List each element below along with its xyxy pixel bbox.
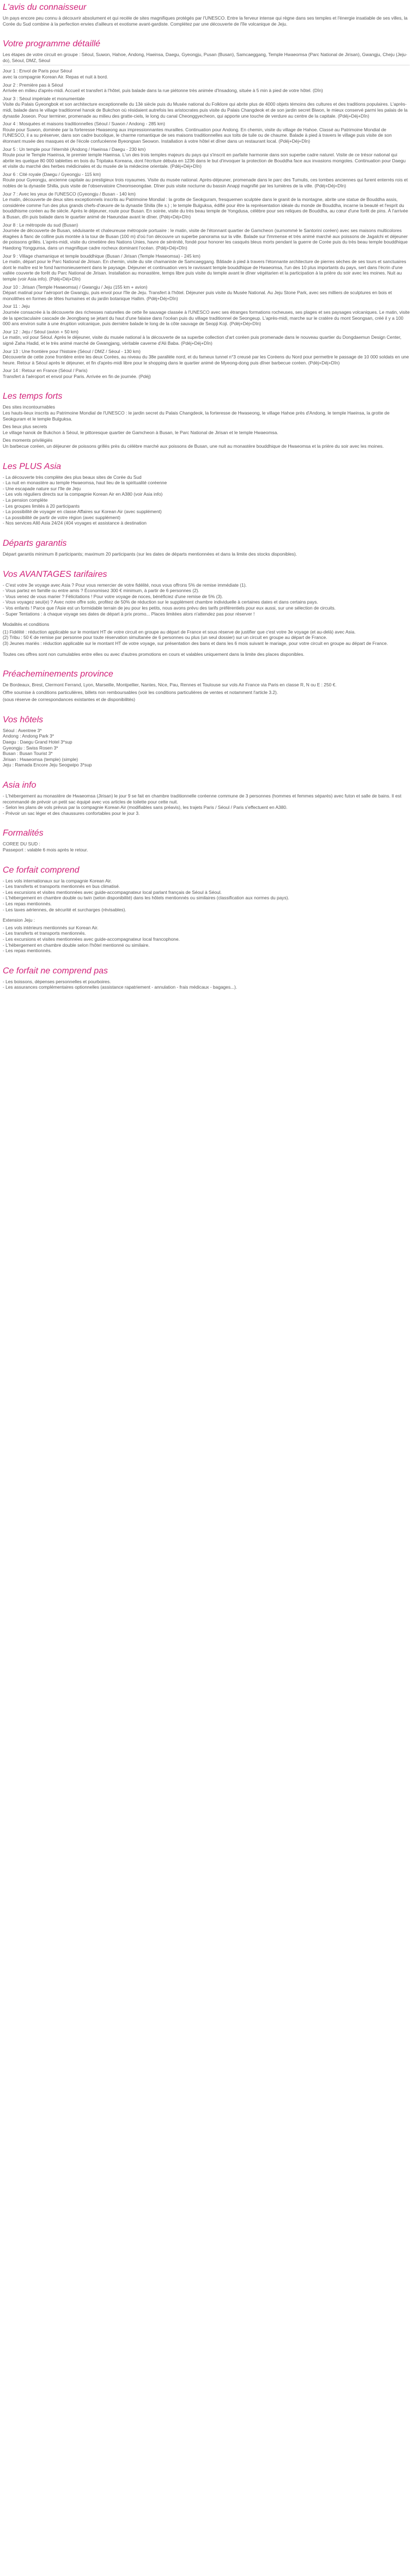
advantages-note: Toutes ces offres sont non cumulables entre elles ou avec d'autres promotions en cours et valables uniquement dans la limite des places disponibles.: [3, 651, 305, 657]
day-text: avec la compagnie Korean Air. Repas et nuit à bord.: [3, 74, 108, 80]
day-title: Jour 10 : Jirisan (Temple Hwaeomsa) / Gwangju / Jeju (155 km + avion): [3, 284, 148, 290]
included-item: - Les taxes aériennes, de sécurité et surcharges (révisables).: [3, 906, 126, 912]
intro-title: L'avis du connaisseur: [3, 3, 87, 12]
advantage-item: - Vous partez en famille ou entre amis ? Économisez 300 € minimum, à partir de 6 personnes (2).: [3, 588, 199, 594]
day-title: Jour 5 : Un temple pour l'éternité (Andong / Haeinsa / Daegu - 230 km): [3, 146, 146, 152]
not-included-title: Ce forfait ne comprend pas: [3, 966, 108, 976]
program-section: [3, 39, 410, 379]
asia-info-list: [3, 793, 410, 816]
departures-section: [3, 538, 410, 557]
not-included-item: - Les boissons, dépenses personnelles et pourboires.: [3, 978, 111, 984]
plus-asia-item: - La possibilité de partir de votre région (avec supplément): [3, 514, 120, 520]
day-list: [3, 68, 410, 379]
condition-item: (3) Jeunes mariés : réduction applicable sur le montant HT de votre voyage, sur présentation des bans et dans les 6 mois suivant le mariage, pour votre circuit en groupe au départ de France.: [3, 640, 388, 646]
hotel-item: Jirisan : Hwaeomsa (temple) (simple): [3, 756, 78, 762]
day-item: [3, 303, 410, 326]
highlight-group-title: Des sites incontournables: [3, 404, 55, 410]
day-text: Visite du Palais Gyeongbok et son architecture exceptionnelle du 13è siècle puis du Musée national du Folklore qui abrite plus de 4000 objets témoins des cultures et des traditions populaires. L'après-midi, balade dans le village traditionnel hanok de Bukchon où résidaient autrefois les aristocrates puis visite du Palais Changdeok et de son jardin secret Biwon, le mieux conservé parmi les palais de la dynastie Joseon. Pour terminer, promenade au milieu des gratte-ciels, le long du canal Cheonggyecheon, qui apporte une touche de verdure au centre de la capitale. (Pdéj+Déj+Dîn): [3, 101, 408, 119]
included-title: Ce forfait comprend: [3, 865, 80, 875]
formalities-list: [3, 841, 410, 852]
day-text: Route pour Gyeongju, ancienne capitale au prestigieux trois royaumes. Visite du musée national. Après-déjeuner, promenade dans le parc des Tumulis, ces tombes anciennes qui furent enterrés rois et nobles de la dynastie Shilla, puis visite de l'observatoire Cheomseongdae. Dîner puis visite nocturne du bassin Anapji magnifié par les lumières de la ville. (Pdéj+Déj+Dîn): [3, 177, 408, 189]
included-item: - Les repas mentionnés.: [3, 900, 52, 906]
day-text: Arrivée en milieu d'après-midi. Accueil et transfert à l'hôtel, puis balade dans la rue piétonne très animée d'Insadong, située à 5 min à pied de votre hôtel. (Dîn): [3, 88, 323, 94]
highlight-group-text: Un barbecue coréen, un déjeuner de poissons grillés près du célèbre marché aux poissons de Busan, une nuit au monastère bouddhique de Hwaeomsa et la prière du soir avec les moines.: [3, 443, 384, 449]
highlight-group-title: Des lieux plus secrets: [3, 424, 47, 430]
day-item: [3, 121, 410, 144]
hotels-list: [3, 728, 410, 768]
extension-item: - Les transferts et transports mentionnés.: [3, 930, 86, 936]
day-title: Jour 7 : Avec les yeux de l'UNESCO (Gyeongju / Busan - 140 km): [3, 191, 136, 197]
departures-title: Départs garantis: [3, 538, 67, 548]
highlights-title: Les temps forts: [3, 392, 63, 401]
hotel-item: Busan : Busan Tourist 3*: [3, 751, 53, 757]
day-item: [3, 368, 410, 379]
highlights-list: [3, 404, 410, 449]
included-item: - Les transferts et transports mentionnés en bus climatisé.: [3, 884, 120, 890]
condition-item: (1) Fidélité : réduction applicable sur le montant HT de votre circuit en groupe au départ de France et sous réserve de justifier que c'est votre 3e voyage (et au-delà) avec Asia.: [3, 629, 356, 635]
day-title: Jour 12 : Jeju / Séoul (avion + 50 km): [3, 328, 78, 334]
day-text: Route pour le Temple Haeinsa, le premier temple Haeinsa. L'un des trois temples majeurs du pays qui s'inscrit en parfaite harmonie dans son superbe cadre naturel. Visite de ce trésor national qui abrite les quelque 80 000 tablettes en bois du Tripitaka Koreana, dont l'écriture débuta en 1236 dans le but d'invoquer la protection de Bouddha face aux invasions mongoles. Continuation pour Daegu et visite du marché des herbes médicinales et du musée de la médecine orientale. (Pdéj+Déj+Dîn): [3, 152, 406, 169]
day-text: Route pour Suwon, dominée par la forteresse Hwaseong aux impressionnantes murailles. Continuation pour Andong. En chemin, visite du village de Hahoe. Classé au Patrimoine Mondial de l'UNESCO, il a su préserver, dans son cadre bucolique, le charme romantique de ses maisons traditionnelles aux toits de tuile ou de chaume. Balade à pied à travers le village puis visite de son étonnant musée des masques et de l'école confucéenne Byeongsan Seowon. Installation à votre hôtel et dîner dans un restaurant local. (Pdéj+Déj+Dîn): [3, 126, 392, 144]
day-item: [3, 172, 410, 189]
hotel-item: Gyeongju : Swiss Rosen 3*: [3, 745, 58, 751]
departures-text: Départ garantis minimum 8 participants; maximum 20 participants (sur les dates de départs mentionnées et dans la limite des stocks disponibles).: [3, 551, 297, 557]
not-included-list: [3, 979, 410, 990]
highlight-group: [3, 437, 410, 449]
plus-asia-item: - La découverte très complète des plus beaux sites de Corée du Sud: [3, 474, 142, 480]
day-title: Jour 13 : Une frontière pour l'histoire (Séoul / DMZ / Séoul - 130 km): [3, 348, 141, 354]
day-title: Jour 1 : Envol de Paris pour Séoul: [3, 68, 72, 74]
advantages-title: Vos AVANTAGES tarifaires: [3, 569, 107, 579]
day-text: Transfert à l'aéroport et envol pour Paris. Arrivée en fin de journée. (Pdéj): [3, 373, 151, 379]
day-item: [3, 96, 410, 119]
day-text: Le matin, départ pour le Parc National de Jirisan. En chemin, visite du site chamaniste de Samcaeggang. Bâtiade à pied à travers l'étonnante architecture de pierres sèches de ses tours et sanctuaires dont le maître est le fond harmonieusement dans le paysage. Déjeuner et continuation vers le ravissant temple bouddhique de Hwaeomsa, l'un des 10 plus importants du pays, sert dans l'écrin d'une vallée couverte de forêt du Parc National de Jirisan. Installation au monastère, temps libre puis visite du temple avant le dîner végétarien et la participation à la prière du soir avec les moines. Nuit au temple (voir Asia info). (Pdéj+Déj+Dîn): [3, 259, 406, 282]
day-item: [3, 253, 410, 282]
plus-asia-item: - La nuit en monastère au temple Hwaeomsa, haut lieu de la spiritualité coréenne: [3, 480, 167, 486]
program-title: Votre programme détaillé: [3, 39, 101, 49]
formalities-title: Formalités: [3, 829, 44, 838]
conditions-title: Modalités et conditions: [3, 622, 50, 628]
asia-info-title: Asia info: [3, 781, 37, 790]
day-item: [3, 191, 410, 220]
hotel-item: Andong : Andong Park 3*: [3, 733, 54, 739]
day-item: [3, 82, 410, 94]
extension-title: Extension Jeju :: [3, 917, 35, 923]
plus-asia-section: [3, 461, 410, 526]
highlight-group-text: Le village hanok de Bukchon à Séoul, le pittoresque quartier de Gamcheon à Busan, le Parc National de Jirisan et le temple Hwaeomsa.: [3, 429, 278, 435]
intro-section: [3, 2, 410, 27]
pre-routing-text: De Bordeaux, Brest, Clermont Ferrand, Lyon, Marseille, Montpellier, Nantes, Nice, Pau, Rennes et Toulouse sur vols Air France via Paris en classe R, N ou E : 250 €.: [3, 682, 337, 688]
plus-asia-item: - La pension complète: [3, 497, 48, 503]
advantages-list: [3, 582, 410, 617]
pre-routing-section: [3, 669, 410, 703]
day-item: [3, 329, 410, 346]
not-included-section: [3, 966, 410, 990]
advantage-item: - Super Tentations : à chaque voyage ses dates de départ à prix promo... Places limitées alors n'attendez pas pour réserver !: [3, 611, 255, 617]
conditions-list: [3, 629, 410, 647]
plus-asia-item: - La possibilité de voyager en classe Affaires sur Korean Air (avec supplément): [3, 509, 162, 515]
plus-asia-item: - Une escapade nature sur l'île de Jeju: [3, 485, 81, 491]
extension-item: - L'hébergement en chambre double selon l'hôtel mentionné ou similaire.: [3, 942, 150, 948]
day-item: [3, 284, 410, 302]
included-item: - L'hébergement en chambre double ou twin (selon disponibilité) dans les hôtels mentionnés ou similaires (classification aux normes du pays).: [3, 895, 289, 901]
day-title: Jour 9 : Village chamanique et temple bouddhique (Busan / Jirisan (Temple Hwaeomsa) - 245 km): [3, 253, 201, 259]
formality-item: COREE DU SUD :: [3, 841, 40, 847]
highlights-section: [3, 391, 410, 449]
intro-text: Un pays encore peu connu à découvrir absolument et qui recèle de sites magnifiques protégés par l'UNESCO. Entre la ferveur intense qui règne dans ses temples et l'énergie insatiable de ses villes, la Corée du Sud combine à la perfection envies d'ailleurs et exotisme avant-gardiste. Complétez par une découverte de l'île volcanique de Jeju.: [3, 15, 408, 27]
formality-item: Passeport : valable 6 mois après le retour.: [3, 847, 88, 852]
highlight-group-title: Des moments privilégiés: [3, 437, 53, 443]
included-item: - Les excursions et visites mentionnées avec guide-accompagnateur local parlant français de Séoul à Séoul.: [3, 889, 222, 895]
day-title: Jour 6 : Cité royale (Daegu / Gyeongju - 115 km): [3, 171, 101, 177]
advantage-item: - Vous voyagez seul(e) ? Avec notre offre solo, profitez de 50% de réduction sur le supplément chambre individuelle à certaines dates et dans certains pays.: [3, 599, 318, 605]
extension-item: - Les repas mentionnés.: [3, 948, 52, 954]
day-text: Journée consacrée à la découverte des richesses naturelles de cette île sauvage classée à l'UNESCO avec ses étranges formations rocheuses, ses plages et ses paysages volcaniques. Le matin, visite de la spectaculaire cascade de Jeongbang se jetant du haut d'une falaise dans l'océan puis du village traditionnel de Seongeup. L'après-midi, marche sur le cratère du mont Seongsan, créé il y a 100 000 ans environ suite à une éruption volcanique, puis dernière balade le long de la côte sauvage de Seopji Koji. (Pdéj+Déj+Dîn): [3, 309, 410, 327]
advantages-section: [3, 569, 410, 657]
asia-info-item: - L'hébergement au monastère de Hwaeomsa (Jirisan) le jour 9 se fait en chambre traditionnelle coréenne commune de 3 personnes (hommes et femmes séparés) avec futon et salle de bains. Il est recommandé de prévoir un petit sac équipé avec vos articles de toilette pour cette nuit.: [3, 793, 402, 805]
day-title: Jour 3 : Séoul impériale et monumentale: [3, 95, 85, 101]
plus-asia-item: - Les vols réguliers directs sur la compagnie Korean Air en A380 (voir Asia info): [3, 491, 163, 497]
plus-asia-item: - Les groupes limités à 20 participants: [3, 503, 80, 509]
day-title: Jour 14 : Retour en France (Séoul / Paris): [3, 368, 88, 374]
highlight-group: [3, 424, 410, 435]
hotel-item: Daegu : Daegu Grand Hotel 3*sup: [3, 739, 72, 745]
extension-item: - Les vols intérieurs mentionnés sur Korean Air.: [3, 924, 99, 930]
hotel-item: Séoul : Aventree 3*: [3, 727, 42, 733]
day-text: Le matin, vol pour Séoul. Après le déjeuner, visite du musée national à la découverte de sa superbe collection d'art coréen puis promenade dans le nouveau quartier du Dongdaemun Design Center, signé Zaha Hadid, et le très animé marché de Gwangjang, véritable caverne d'Ali Baba. (Pdéj+Déj+Dîn): [3, 334, 402, 346]
program-intro: Les étapes de votre circuit en groupe : Séoul, Suwon, Hahoe, Andong, Haeinsa, Daegu, Gyeongju, Pusan (Busan), Samcaeggang, Temple Hwaeomsa (Parc National de Jirisan), Gwangju, Cheju (Jeju-do), Séoul, DMZ, Séoul: [3, 52, 408, 63]
asia-info-item: - Selon les plans de vols prévus par la compagnie Korean Air (modifiables sans préavis), les trajets Paris / Séoul / Paris s'effectuent en A380.: [3, 805, 288, 811]
hotels-section: [3, 715, 410, 768]
formalities-section: [3, 828, 410, 852]
included-item: - Les vols internationaux sur la compagnie Korean Air.: [3, 878, 112, 884]
day-text: Départ matinal pour l'aéroport de Gwangju, puis envol pour l'île de Jeju. Transfert à l'hôtel. Déjeuner puis visite du Musée National. Au Jeju Stone Park, avec ses milliers de sculptures en bois et monolithes en formes de têtes humaines et du jardin botanique Hallim. (Pdéj+Déj+Dîn): [3, 290, 392, 301]
asia-info-section: [3, 780, 410, 816]
advantage-item: - Vos enfants ! Parce que l'Asie est un formidable terrain de jeu pour les petits, nous avons prévu des tarifs préférentiels pour eux aussi, sur une sélection de circuits.: [3, 605, 336, 611]
day-title: Jour 2 : Première pas à Séoul: [3, 82, 63, 88]
page-root: [0, 0, 413, 990]
day-item: [3, 68, 410, 80]
pre-routing-text-2: Offre soumise à conditions particulières, billets non remboursables (voir les conditions particulières de ventes et notamment l'article 3.2).: [3, 689, 278, 695]
hotel-item: Jeju : Ramada Encore Jeju Seogwipo 3*sup: [3, 762, 92, 768]
day-text: Journée de découverte de Busan, séduisante et chaleureuse métropole portuaire : le matin, visite de l'étonnant quartier de Gamcheon (surnommé le Santorini coréen) avec ses maisons multicolores étagées à flanc de colline puis montée à la tour de Busan (100 m) d'où l'on découvre un superbe panorama sur la ville. Balade sur l'immense et très animé marché aux poissons de Jagalchi et déjeuner de poissons grillés. L'après-midi, visite du cimetière des Nations Unies, havre de sérénité, fondé pour honorer les casqués bleus morts pendant la guerre de Corée puis du très beau temple bouddhique Haedong Yonggunsa, dans un magnifique cadre rocheux dominant l'océan. (Pdéj+Déj+Dîn): [3, 228, 408, 251]
day-title: Jour 11 : Jeju: [3, 303, 30, 309]
day-title: Jour 4 : Mosquées et maisons traditionnelles (Séoul / Suwon / Andong - 285 km): [3, 121, 165, 127]
day-item: [3, 349, 410, 366]
day-text: Le matin, découverte de deux sites exceptionnels inscrits au Patrimoine Mondial : la grotte de Seokguram, fresquemen sculptée dans le granit de la montagne, abrite une statue de Bouddha assis, considérée comme l'un des plus grands chefs-d'œuvre de la dynastie Shilla (8e s.) ; le temple Bulguksa, édifié pour être la représentation idéale du monde de Bouddha, incarne la beauté et l'esprit du bouddhisme coréen au 8e siècle. Après le déjeuner, route pour Busan. En soirée, visite du très beau temple de Yongdusa, célèbre pour ses reliques de Bouddha, au cœur d'une forêt de pins. À l'arrivée à Busan, dîn puis balade dans le quartier animé de Haeundae avant le dîner. (Pdéj+Déj+Dîn): [3, 197, 408, 220]
included-section: [3, 865, 410, 954]
condition-item: (2) Tribu : 50 € de remise par personne pour toute réservation simultanée de 6 personnes ou plus (un seul dossier) sur un circuit en groupe au départ de France.: [3, 635, 327, 641]
pre-routing-text-3: (sous réserve de correspondances existantes et de disponibilités): [3, 697, 136, 703]
hotels-title: Vos hôtels: [3, 715, 44, 724]
day-text: Découverte de cette zone frontière entre les deux Corées, au niveau du 38e parallèle nord, et du fameux tunnel n°3 creusé par les Coréens du Nord pour permettre le passage de 10 000 soldats en une heure. Retour à Séoul après le déjeuner, et fin d'après-midi libre pour le shopping dans le quartier animé de Myeong-dong puis dîner barbecue coréen. (Pdéj+Déj+Dîn): [3, 354, 409, 366]
pre-routing-title: Préacheminements province: [3, 669, 113, 679]
advantage-item: - Vous venez de vous marier ? Félicitations ! Pour votre voyage de noces, bénéficiez d'une remise de 5% (3).: [3, 593, 223, 599]
day-item: [3, 222, 410, 251]
not-included-item: - Les assurances complémentaires optionnelles (assistance rapatriement - annulation - frais médicaux - bagages...).: [3, 984, 238, 990]
day-title: Jour 8 : Le métropole du sud (Busan): [3, 222, 78, 228]
asia-info-item: - Prévoir un sac léger et des chaussures confortables pour le jour 3.: [3, 810, 140, 816]
highlight-group-text: Les hauts-lieux inscrits au Patrimoine Mondial de l'UNESCO : le jardin secret du Palais Changdeok, la forteresse de Hwaseong, le village Hahoe près d'Andong, le temple Haeinsa, la grotte de Seokguram et le temple Bulguksa.: [3, 410, 390, 422]
plus-asia-title: Les PLUS Asia: [3, 461, 62, 471]
highlight-group: [3, 404, 410, 422]
advantage-item: - C'est votre 3e voyage avec Asia ? Pour vous remercier de votre fidélité, nous vous offrons 5% de remise immédiate (1).: [3, 582, 247, 588]
day-item: [3, 147, 410, 169]
included-list: [3, 878, 410, 913]
plus-asia-list: [3, 474, 410, 526]
extension-item: - Les excursions et visites mentionnées avec guide-accompagnateur local francophone.: [3, 936, 180, 942]
plus-asia-item: - Nos services Allô Asia 24/24 (404 voyages et assistance à destination: [3, 520, 147, 526]
extension-list: [3, 925, 410, 954]
